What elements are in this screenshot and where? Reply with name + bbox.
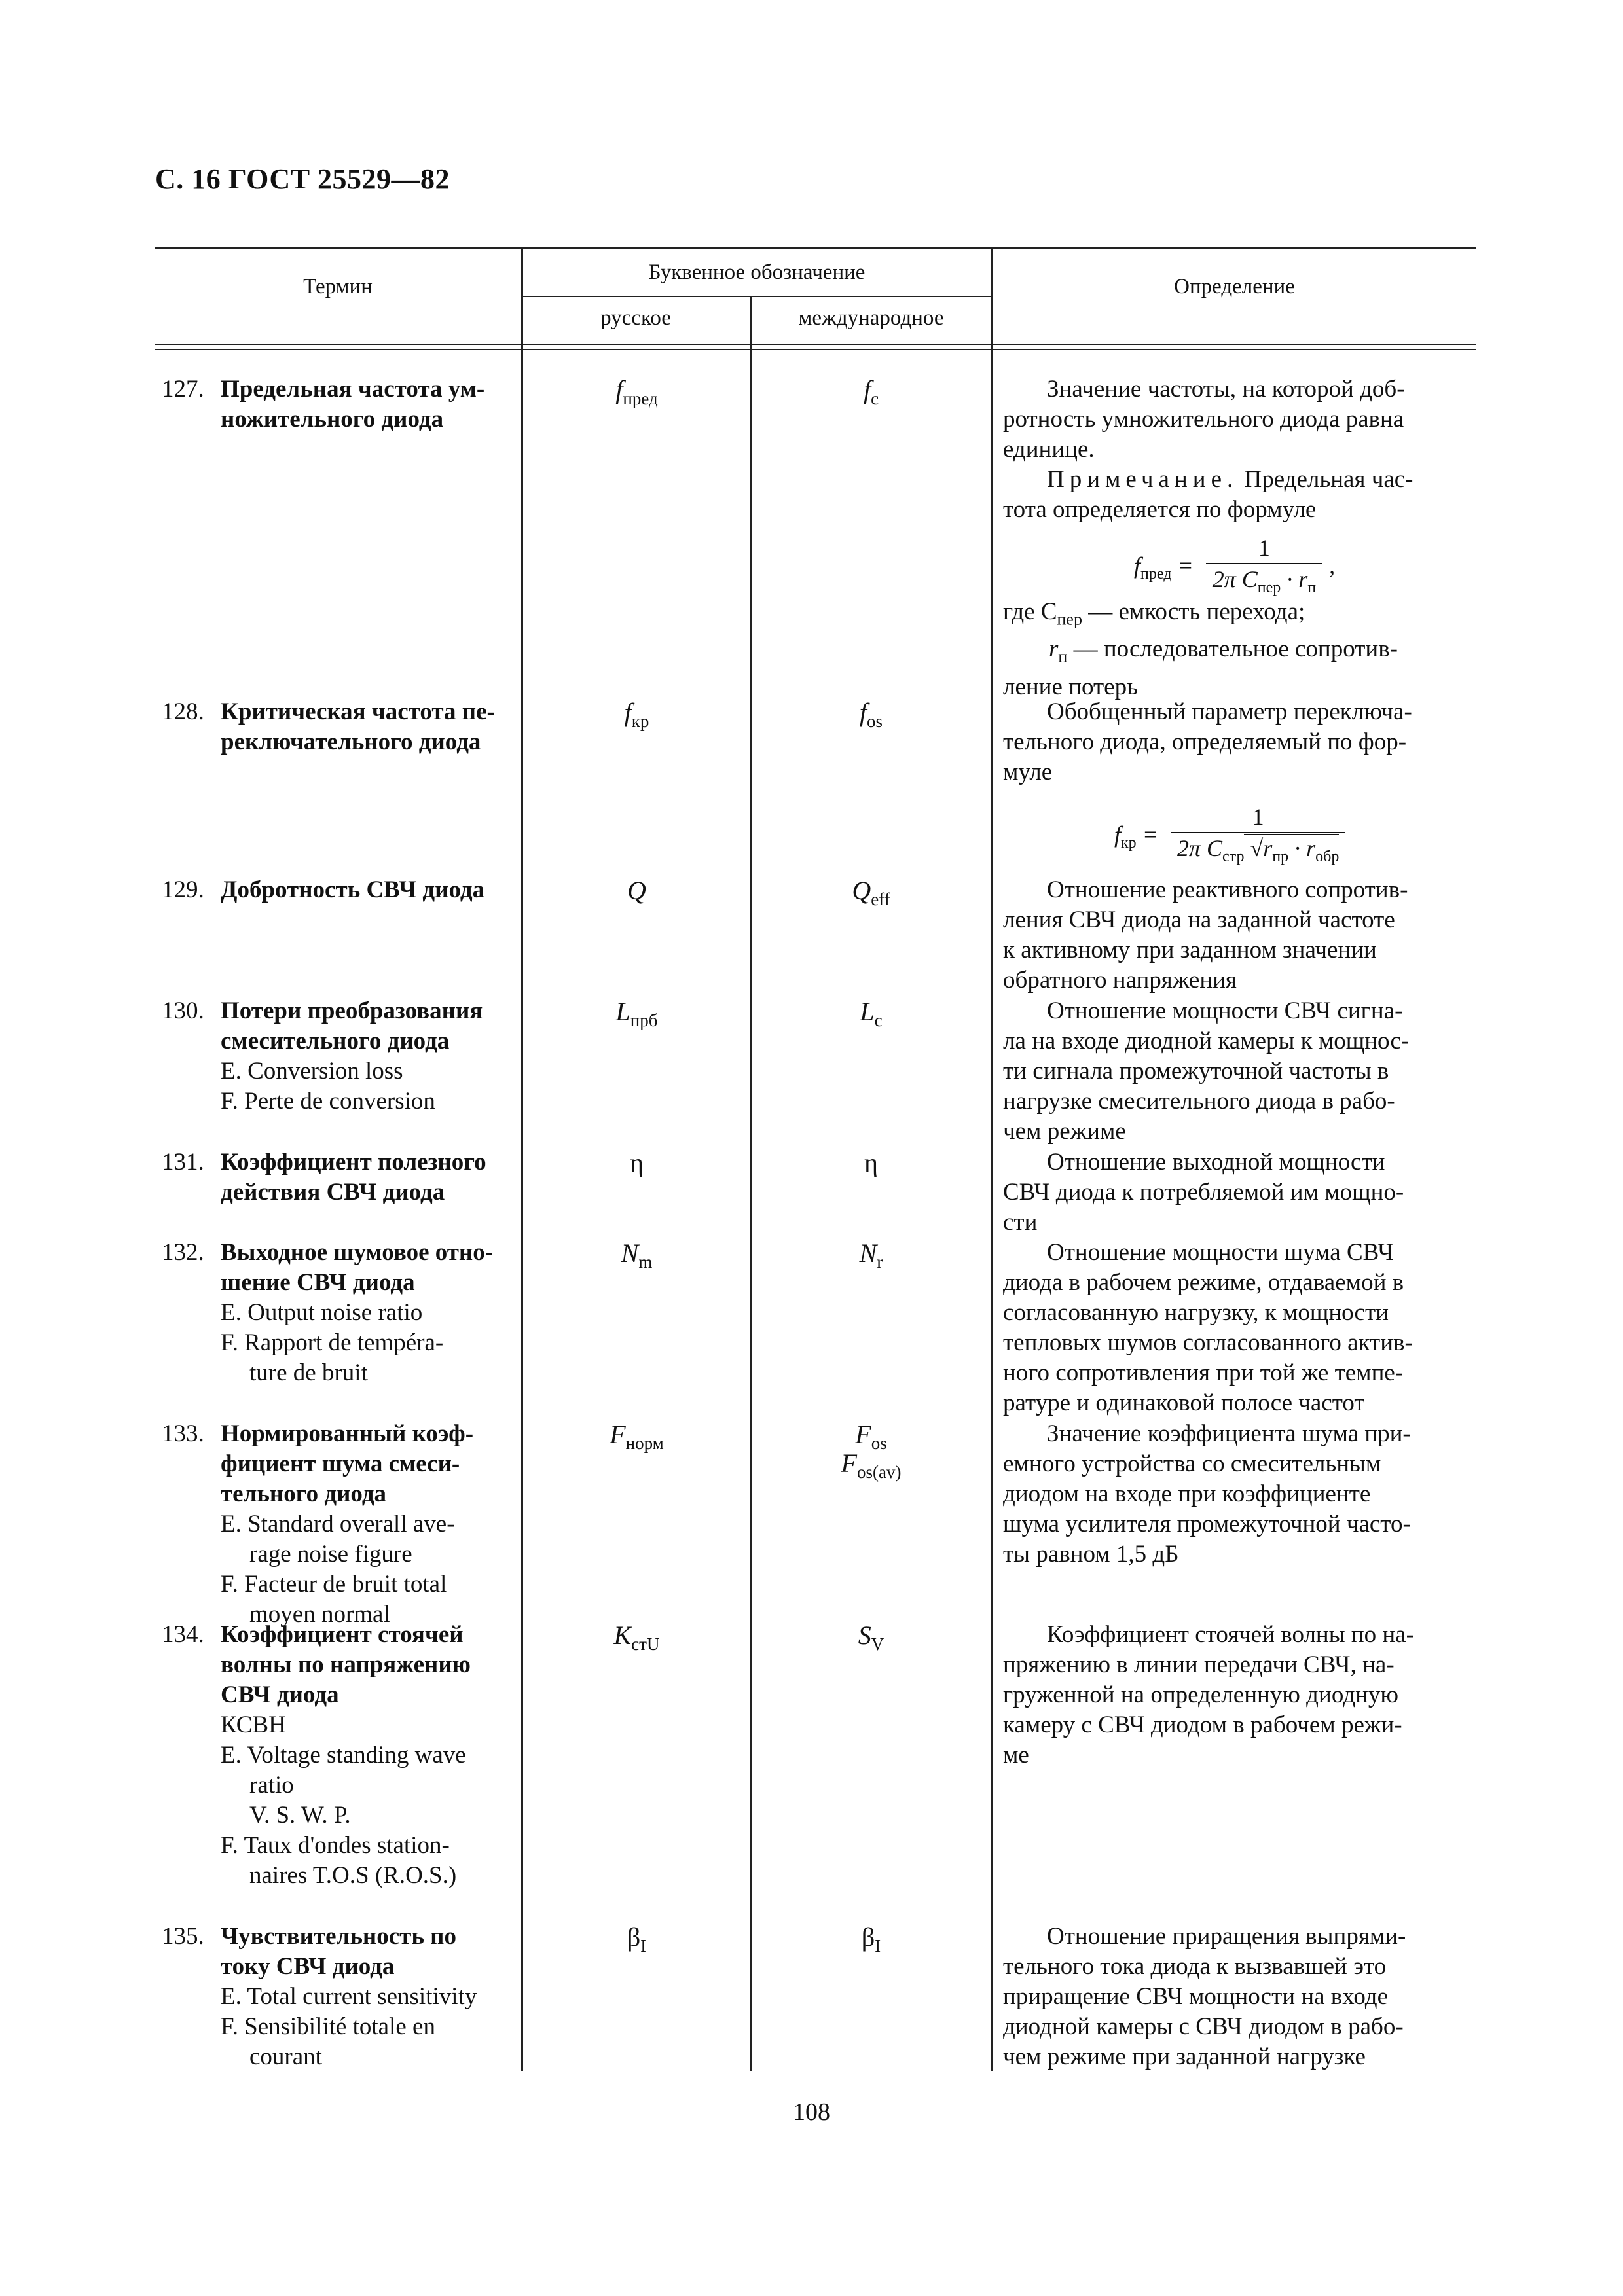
header-bottom-rule [155,344,1476,345]
definition: Отношение приращения выпрями- тельного тока диода к вызвавшей это приращение СВЧ мощности на входе диодной камеры с СВЧ диодом в рабо- чем режиме при заданной нагрузке [1003,1923,1406,2070]
definition: Отношение мощности шума СВЧ диода в рабочем режиме, отдаваемой в согласованную нагрузку, к мощности тепловых шумов согласованного актив- ного сопротивления при той же темпе- ратуре и одинаковой полосе частот [1003,1239,1413,1416]
russian-symbol: $L_{прб}$ [615,997,658,1030]
russian-symbol: Q [627,876,646,905]
definition: Обобщенный параметр переключа- тельного диода, определяемый по фор- муле $f_{кр}$ = $\frac{1}{2\pi C_{стр} √r_{пр} \cdot r_{обр}}$ [1003,697,1481,872]
definition: Значение частоты, на которой доб- ротность умножительного диода равна единице. Примечание. Предельная час- тота определяется по формуле $f_{пред}$ = $\frac{1}{2\pi C_{пер} \cdot r_п}$ , где $C_{пер}$ — емкость перехода; $r_п$ — последовательное сопротив- ление потерь [1003,374,1481,702]
term-name: Предельная частота ум- [221,376,485,403]
header-definition: Определение [1174,275,1295,298]
definition: Отношение мощности СВЧ сигна- ла на входе диодной камеры к мощнос- ти сигнала промежуточной частоты в нагрузке смесительного диода в рабо- чем режиме [1003,997,1410,1145]
russian-symbol: $\beta_I$ [627,1922,647,1956]
header-term: Термин [303,275,373,298]
international-symbol: $L_c$ [860,997,883,1030]
term-name: ножительного диода [221,406,444,433]
russian-symbol: $F_{норм}$ [610,1420,664,1453]
col-divider-3 [991,247,993,2071]
russian-symbol: $N_m$ [621,1238,653,1272]
header-mid-rule [522,296,992,297]
formula-f-pred: $f_{пред}$ = $\frac{1}{2\pi C_{пер} \cdot r_п}$ , [1003,533,1481,585]
international-symbol: η [864,1148,878,1177]
russian-symbol: $K_{стU}$ [613,1621,660,1654]
definition: Отношение реактивного сопротив- ления СВЧ диода на заданной частоте к активному при заданном значении обратного напряжения [1003,876,1408,994]
international-symbol: $Q_{eff}$ [852,876,890,909]
header-letter-designation: Буквенное обозначение [648,260,866,284]
page-number: 108 [793,2098,830,2126]
international-symbol: $f_{os}$ [859,698,883,731]
definition: Коэффициент стоячей волны по на- пряжению в линии передачи СВЧ, на- груженной на определенную диодную камеру с СВЧ диодом в рабочем режи- ме [1003,1621,1414,1768]
russian-symbol: η [630,1148,644,1177]
page-header: С. 16 ГОСТ 25529—82 [155,163,450,195]
definition: Отношение выходной мощности СВЧ диода к потребляемой им мощно- сти [1003,1149,1404,1236]
international-symbol: $S_V$ [858,1621,884,1654]
formula-f-kr: $f_{кр}$ = $\frac{1}{2\pi C_{стр} √r_{пр} \cdot r_{обр}}$ [1003,802,1481,872]
international-symbol: $f_c$ [863,375,879,408]
term-number: 127. [162,376,204,403]
russian-symbol: $f_{пред}$ [615,375,658,408]
international-symbol: $\beta_I$ [861,1922,881,1956]
col-divider-2 [750,296,752,2071]
russian-symbol: $f_{кр}$ [624,698,649,731]
international-symbol: $F_{os}$ [855,1420,887,1453]
international-symbol-2: $F_{os(av)}$ [841,1448,902,1482]
header-bottom-rule-2 [155,349,1476,350]
header-russian: русское [600,306,671,330]
header-international: международное [798,306,944,330]
definition: Значение коэффициента шума при- емного устройства со смесительным диодом на входе при коэффициенте шума усилителя промежуточной часто- ты равном 1,5 дБ [1003,1420,1411,1568]
international-symbol: $N_r$ [859,1238,883,1272]
table-top-rule [155,247,1476,249]
note-label: Примечание. [1047,466,1239,493]
